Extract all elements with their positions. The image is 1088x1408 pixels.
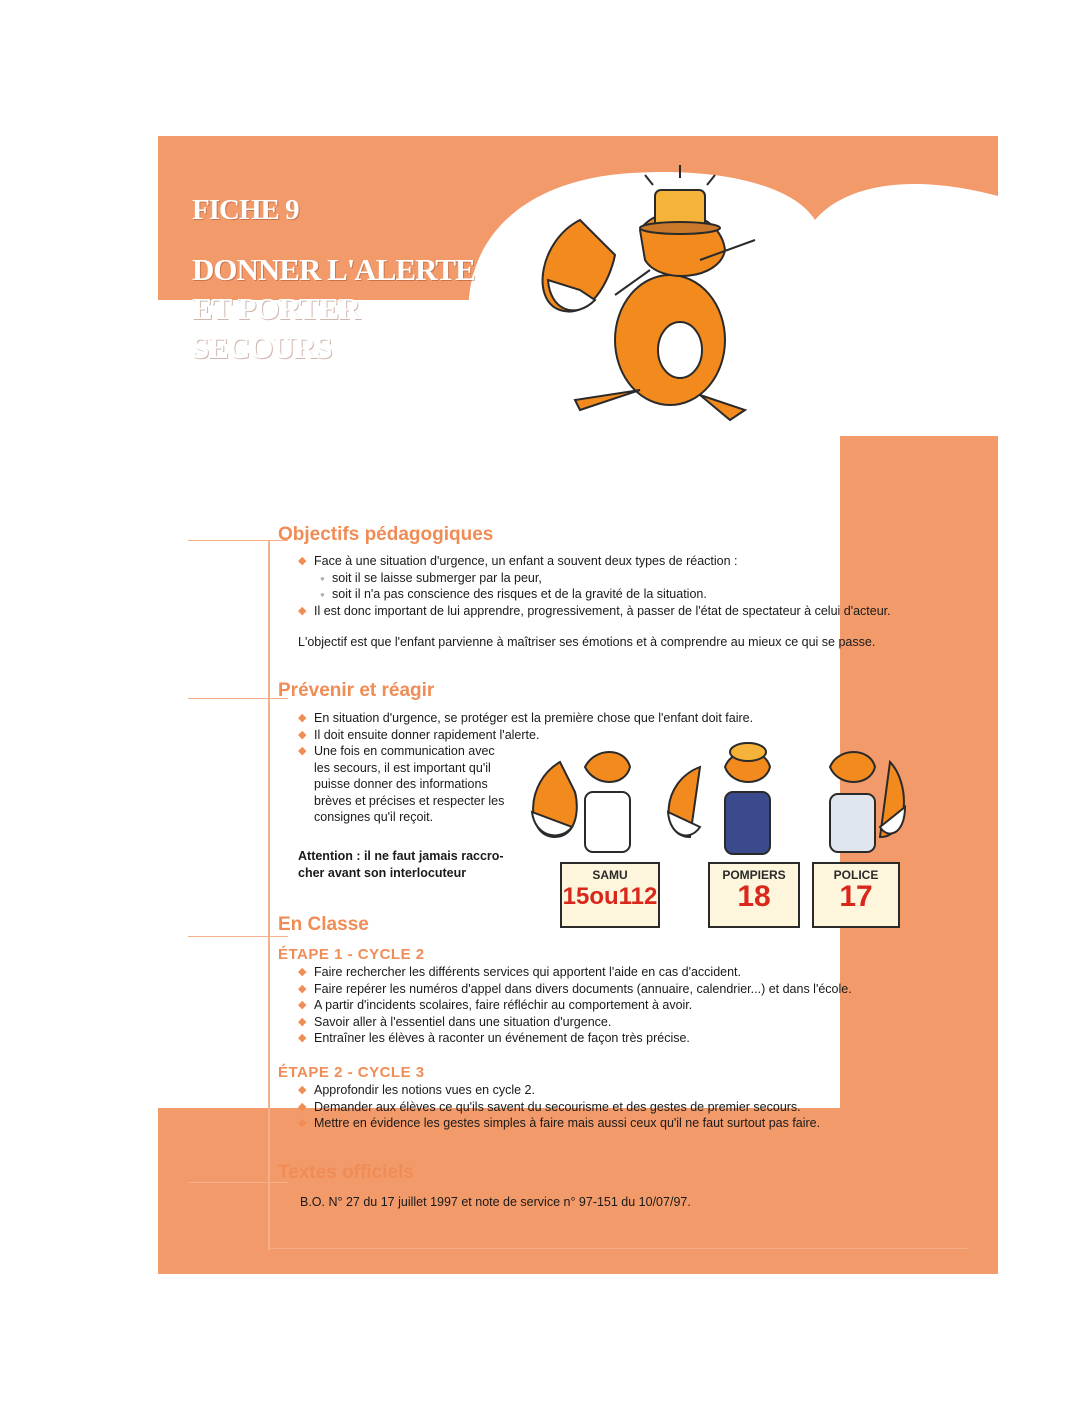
list-item: ◆ A partir d'incidents scolaires, faire réfléchir au comportement à avoir. — [298, 997, 852, 1014]
section-rule — [188, 1182, 288, 1183]
section-heading-classe: En Classe — [278, 914, 369, 935]
title-line: ET PORTER — [192, 291, 360, 326]
list-item: ◆ Approfondir les notions vues en cycle 2. — [298, 1082, 820, 1099]
list-item: ◆ Faire repérer les numéros d'appel dans divers documents (annuaire, calendrier...) et dans l'école. — [298, 981, 852, 998]
sign-pompiers — [708, 862, 800, 928]
etape-1-heading: ÉTAPE 1 - CYCLE 2 — [278, 946, 425, 963]
sub-item: ● soit il n'a pas conscience des risques et de la gravité de la situation. — [314, 586, 891, 603]
section-rule — [188, 540, 288, 541]
list-item: ◆ Mettre en évidence les gestes simples à faire mais aussi ceux qu'il ne faut surtout pas faire. — [298, 1115, 820, 1132]
textes-reference: B.O. N° 27 du 17 juillet 1997 et note de service n° 97-151 du 10/07/97. — [300, 1195, 691, 1209]
bottom-rule — [268, 1248, 968, 1249]
sign-police — [812, 862, 900, 928]
sign-samu — [560, 862, 660, 928]
list-item: ◆ En situation d'urgence, se protéger est la première chose que l'enfant doit faire. — [298, 710, 753, 727]
page-title — [192, 250, 475, 367]
attention-line: Attention : il ne faut jamais raccro- — [298, 849, 504, 863]
list-item-line: les secours, il est important qu'il — [314, 760, 491, 775]
list-item: ◆ Entraîner les élèves à raconter un événement de façon très précise. — [298, 1030, 852, 1047]
list-item — [298, 553, 891, 603]
attention-line: cher avant son interlocuteur — [298, 865, 467, 880]
sign-label: SAMU — [592, 868, 628, 882]
section-heading-objectifs: Objectifs pédagogiques — [278, 524, 494, 545]
fox-mascot-illustration — [520, 160, 770, 440]
etape-1-list — [298, 964, 852, 1047]
attention-note — [298, 848, 504, 881]
sign-label: POLICE — [833, 868, 879, 882]
etape-2-heading: ÉTAPE 2 - CYCLE 3 — [278, 1064, 425, 1081]
objectif-note: L'objectif est que l'enfant parvienne à maîtriser ses émotions et à comprendre au mieux ce qui se passe. — [298, 635, 876, 649]
section-rule — [188, 936, 288, 937]
list-item: ◆ Faire rechercher les différents services qui apportent l'aide en cas d'accident. — [298, 964, 852, 981]
section-rule — [188, 698, 288, 699]
list-item: ◆ Il doit ensuite donner rapidement l'alerte. — [298, 727, 753, 744]
title-line: DONNER L'ALERTE — [192, 252, 475, 287]
etape-2-list — [298, 1082, 820, 1132]
section-heading-prevenir: Prévenir et réagir — [278, 680, 435, 701]
sign-label: POMPIERS — [722, 868, 786, 882]
sign-number: 18 — [737, 880, 771, 913]
sign-number: 17 — [839, 880, 873, 913]
list-item-text: Face à une situation d'urgence, un enfant a souvent deux types de réaction : — [314, 554, 738, 568]
objectifs-list — [298, 553, 891, 619]
list-item-line: brèves et précises et respecter les — [314, 793, 505, 808]
fiche-number: FICHE 9 — [192, 194, 299, 226]
list-item: ◆ Savoir aller à l'essentiel dans une situation d'urgence. — [298, 1014, 852, 1031]
sign-number: 15ou112 — [562, 883, 658, 910]
list-item: ◆ Il est donc important de lui apprendre, progressivement, à passer de l'état de spectateur à celui d'acteur. — [298, 603, 891, 620]
list-item-line: ◆ Une fois en communication avec — [314, 744, 495, 758]
emergency-foxes-illustration — [520, 742, 910, 867]
title-line: SECOURS — [192, 330, 332, 365]
list-item-line: consignes qu'il reçoit. — [314, 810, 434, 824]
list-item-line: puisse donner des informations — [314, 777, 488, 791]
section-heading-textes: Textes officiels — [278, 1162, 414, 1183]
left-rule — [268, 540, 270, 1250]
list-item: ◆ Demander aux élèves ce qu'ils savent du secourisme et des gestes de premier secours. — [298, 1099, 820, 1116]
sub-item: ● soit il se laisse submerger par la peur, — [314, 570, 891, 587]
